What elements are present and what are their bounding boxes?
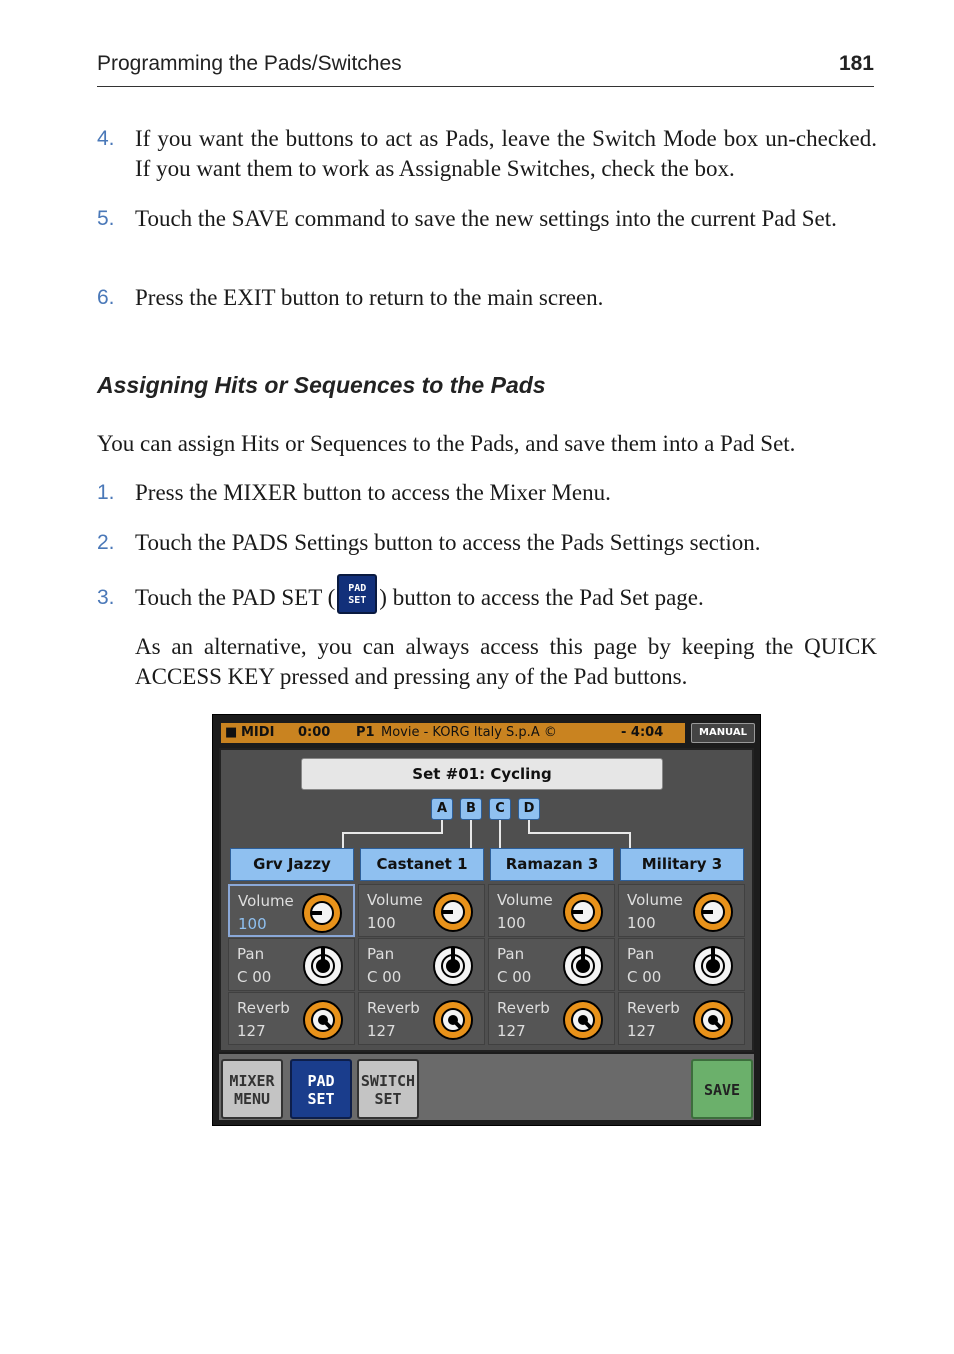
reverb-label: Reverb (627, 999, 680, 1017)
volume-knob-icon[interactable] (562, 891, 604, 933)
switch-set-line2: SET (374, 1090, 402, 1108)
reverb-label: Reverb (237, 999, 290, 1017)
pad-name-3[interactable]: Ramazan 3 (490, 848, 614, 881)
pad-icon-line2: SET (348, 594, 367, 606)
pad-name-1[interactable]: Grv Jazzy (230, 848, 354, 881)
volume-label: Volume (367, 891, 423, 909)
program-label: P1 (356, 725, 375, 740)
step-number: 4. (97, 127, 115, 150)
mixer-menu-button[interactable] (221, 1059, 283, 1119)
pad-panel (219, 748, 754, 1052)
step-text: If you want the buttons to act as Pads, leave the Switch Mode box un-checked. If you want them to work as Assignable Switches, check the box. (135, 126, 877, 181)
manual-button[interactable]: MANUAL (691, 723, 755, 743)
remaining-time: - 4:04 (621, 725, 664, 740)
step-text: Touch the SAVE command to save the new settings into the current Pad Set. (135, 206, 837, 231)
step-5 (97, 204, 877, 234)
pan-knob-icon[interactable] (302, 945, 344, 987)
step-2 (97, 528, 877, 558)
status-bar (221, 723, 685, 743)
step-3 (97, 583, 877, 614)
step-text: Press the EXIT button to return to the main screen. (135, 285, 604, 310)
connector-line (470, 820, 472, 848)
connector-line (342, 832, 443, 834)
pad-icon-line1: PAD (348, 582, 367, 594)
pan-value: C 00 (627, 968, 662, 986)
connector-line (629, 832, 631, 848)
pad-letter-d: D (518, 798, 540, 820)
pad-letter-c: C (489, 798, 511, 820)
step-number: 1. (97, 481, 115, 504)
volume-label: Volume (238, 892, 294, 910)
pad-name-4[interactable]: Military 3 (620, 848, 744, 881)
pad-set-line2: SET (307, 1090, 335, 1108)
alternative-note: As an alternative, you can always access this page by keeping the QUICK ACCESS KEY pressed and pressing any of the Pad buttons. (135, 634, 877, 689)
pan-label: Pan (367, 945, 395, 963)
reverb-value: 127 (237, 1022, 266, 1040)
pan-label: Pan (237, 945, 265, 963)
step-number: 6. (97, 286, 115, 309)
pad-letter-a: A (431, 798, 453, 820)
volume-value: 100 (238, 915, 267, 933)
mixer-menu-line1: MIXER (229, 1072, 275, 1090)
step-number: 5. (97, 207, 115, 230)
reverb-value: 127 (627, 1022, 656, 1040)
step-number: 2. (97, 531, 115, 554)
time-display: 0:00 (298, 725, 331, 740)
pad4-volume-cell[interactable] (618, 884, 745, 937)
set-name-field[interactable]: Set #01: Cycling (301, 758, 663, 790)
reverb-label: Reverb (497, 999, 550, 1017)
volume-label: Volume (627, 891, 683, 909)
pan-label: Pan (497, 945, 525, 963)
pad4-reverb-cell[interactable] (618, 992, 745, 1045)
pan-knob-icon[interactable] (692, 945, 734, 987)
step-6 (97, 283, 877, 313)
pad1-reverb-cell[interactable] (228, 992, 355, 1045)
step-text-after: ) button to access the Pad Set page. (379, 585, 704, 610)
pad-name-2[interactable]: Castanet 1 (360, 848, 484, 881)
page-header (97, 52, 874, 87)
switch-set-line1: SWITCH (360, 1072, 416, 1090)
pan-value: C 00 (367, 968, 402, 986)
pad3-pan-cell[interactable] (488, 938, 615, 991)
connector-line (499, 820, 501, 848)
pad-set-icon (337, 574, 377, 614)
step-text (135, 583, 877, 614)
pan-knob-icon[interactable] (432, 945, 474, 987)
section-intro: You can assign Hits or Sequences to the Pads, and save them into a Pad Set. (97, 431, 796, 456)
pad2-pan-cell[interactable] (358, 938, 485, 991)
pad1-pan-cell[interactable] (228, 938, 355, 991)
connector-line (342, 832, 344, 848)
reverb-knob-icon[interactable] (692, 999, 734, 1041)
step-text-before: Touch the PAD SET ( (135, 585, 336, 610)
pad2-volume-cell[interactable] (358, 884, 485, 937)
pad-letter-b: B (460, 798, 482, 820)
page-number: 181 (838, 52, 874, 75)
save-button[interactable]: SAVE (691, 1059, 753, 1119)
bottom-toolbar (219, 1054, 754, 1120)
connector-line (528, 832, 631, 834)
step-1 (97, 478, 877, 508)
volume-knob-icon[interactable] (432, 891, 474, 933)
mixer-menu-line2: MENU (233, 1090, 271, 1108)
pad4-pan-cell[interactable] (618, 938, 745, 991)
pan-label: Pan (627, 945, 655, 963)
stop-icon: ■ (225, 725, 238, 740)
step-text: Touch the PADS Settings button to access the Pads Settings section. (135, 530, 761, 555)
reverb-knob-icon[interactable] (562, 999, 604, 1041)
pad-set-button[interactable] (290, 1059, 352, 1119)
volume-label: Volume (497, 891, 553, 909)
pad3-reverb-cell[interactable] (488, 992, 615, 1045)
pad1-volume-cell[interactable] (228, 884, 355, 937)
section-heading: Assigning Hits or Sequences to the Pads (97, 372, 546, 398)
pad2-reverb-cell[interactable] (358, 992, 485, 1045)
volume-value: 100 (627, 914, 656, 932)
pad-set-line1: PAD (307, 1072, 335, 1090)
switch-set-button[interactable] (357, 1059, 419, 1119)
reverb-value: 127 (367, 1022, 396, 1040)
song-title: Movie - KORG Italy S.p.A © (381, 725, 557, 740)
pad3-volume-cell[interactable] (488, 884, 615, 937)
volume-value: 100 (367, 914, 396, 932)
pad-set-screen (212, 714, 761, 1126)
pan-knob-icon[interactable] (562, 945, 604, 987)
running-head: Programming the Pads/Switches (97, 52, 402, 75)
reverb-knob-icon[interactable] (302, 999, 344, 1041)
volume-value: 100 (497, 914, 526, 932)
midi-label: MIDI (241, 725, 275, 740)
reverb-knob-icon[interactable] (432, 999, 474, 1041)
pan-value: C 00 (497, 968, 532, 986)
step-text: Press the MIXER button to access the Mixer Menu. (135, 480, 611, 505)
volume-knob-icon[interactable] (692, 891, 734, 933)
reverb-label: Reverb (367, 999, 420, 1017)
pan-value: C 00 (237, 968, 272, 986)
volume-knob-icon[interactable] (301, 892, 343, 934)
step-4 (97, 124, 877, 184)
step-number: 3. (97, 586, 115, 609)
reverb-value: 127 (497, 1022, 526, 1040)
